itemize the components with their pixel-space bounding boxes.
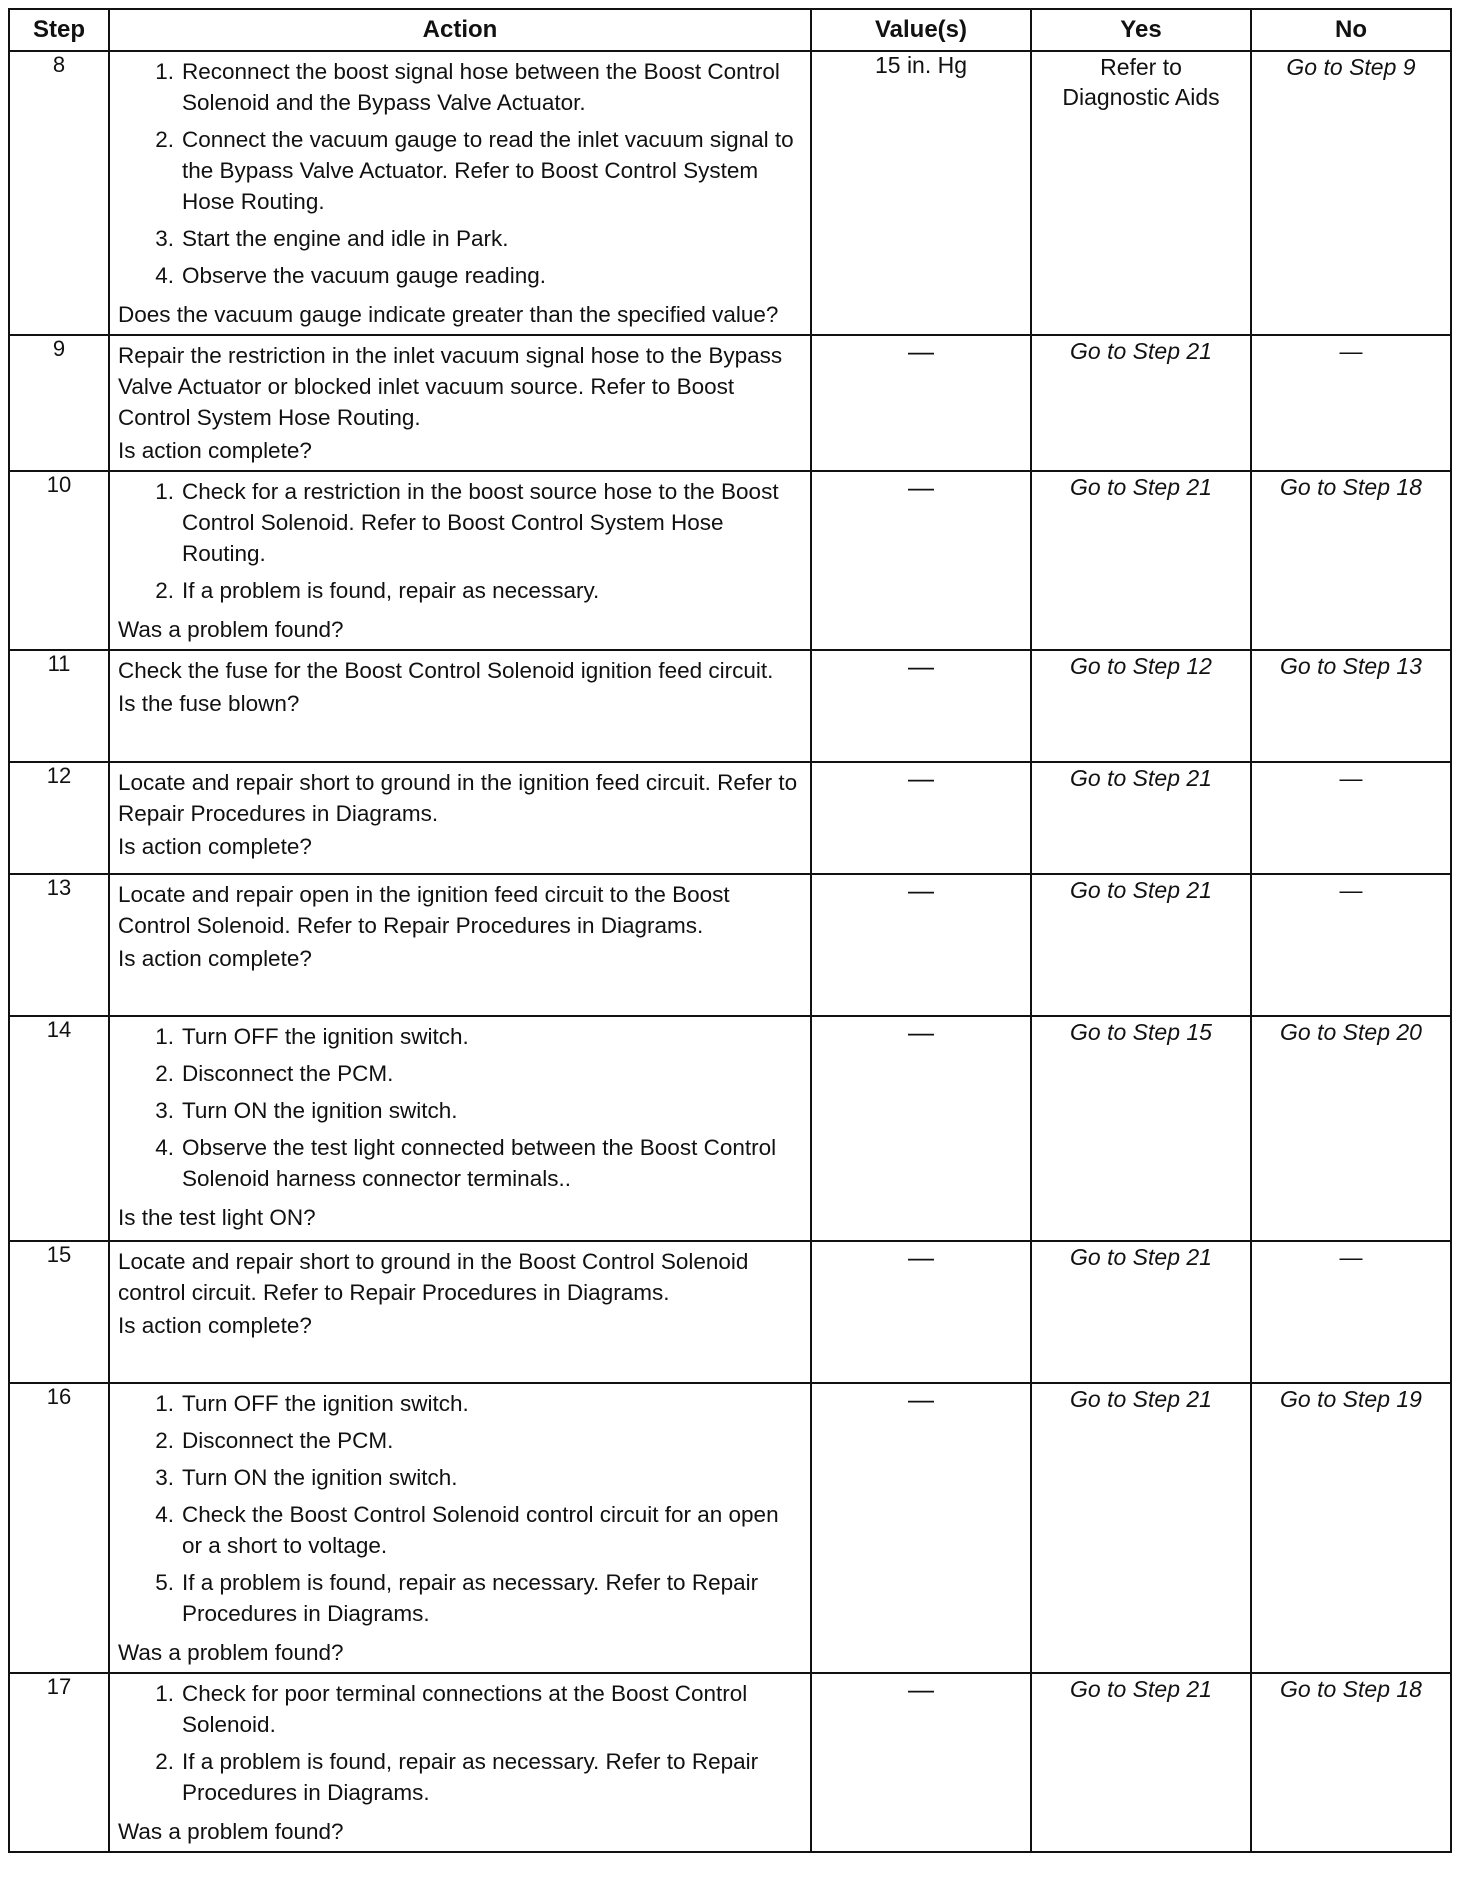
no-cell bbox=[1251, 1241, 1451, 1383]
no-result: — bbox=[1339, 338, 1363, 364]
yes-cell bbox=[1031, 1241, 1251, 1383]
value-cell: — bbox=[811, 471, 1031, 650]
table-row bbox=[9, 471, 1451, 650]
no-cell bbox=[1251, 335, 1451, 471]
header-yes: Yes bbox=[1031, 9, 1251, 51]
table-row bbox=[9, 874, 1451, 1016]
action-cell bbox=[109, 1241, 811, 1383]
question-text: Is the fuse blown? bbox=[118, 691, 300, 716]
yes-cell bbox=[1031, 874, 1251, 1016]
diagnostic-table-page bbox=[8, 8, 1450, 1853]
header-row bbox=[9, 9, 1451, 51]
action-text: Locate and repair short to ground in the Boost Control Solenoid control circuit. Refer to Repair Procedures in Diagrams. bbox=[118, 1249, 749, 1305]
header-action: Action bbox=[109, 9, 811, 51]
table-row bbox=[9, 1241, 1451, 1383]
value-cell: — bbox=[811, 1241, 1031, 1383]
value-cell: — bbox=[811, 874, 1031, 1016]
list-item: 2. Disconnect the PCM. bbox=[155, 1428, 394, 1453]
header-values: Value(s) bbox=[811, 9, 1031, 51]
list-item: 2. If a problem is found, repair as necessary. bbox=[155, 578, 600, 603]
action-steps bbox=[118, 1678, 804, 1814]
action-steps bbox=[118, 56, 804, 297]
action-cell bbox=[109, 762, 811, 874]
no-cell bbox=[1251, 650, 1451, 762]
yes-result: Go to Step 21 bbox=[1070, 877, 1212, 903]
action-text: Locate and repair short to ground in the ignition feed circuit. Refer to Repair Procedures in Diagrams. bbox=[118, 770, 798, 826]
yes-cell bbox=[1031, 471, 1251, 650]
yes-cell bbox=[1031, 650, 1251, 762]
step-number: 14 bbox=[9, 1016, 109, 1241]
list-item: 1. Check for a restriction in the boost source hose to the Boost Control Solenoid. Refer to Boost Control System Hose Routing. bbox=[155, 479, 779, 566]
action-cell bbox=[109, 51, 811, 335]
step-number: 17 bbox=[9, 1673, 109, 1852]
no-result: Go to Step 9 bbox=[1286, 54, 1416, 80]
action-cell bbox=[109, 1673, 811, 1852]
no-result: — bbox=[1339, 1244, 1363, 1270]
yes-result: Go to Step 21 bbox=[1070, 338, 1212, 364]
yes-result: Go to Step 21 bbox=[1070, 765, 1212, 791]
question-text: Is the test light ON? bbox=[118, 1205, 316, 1230]
header-step: Step bbox=[9, 9, 109, 51]
yes-cell bbox=[1031, 335, 1251, 471]
no-cell bbox=[1251, 471, 1451, 650]
no-result: Go to Step 13 bbox=[1280, 653, 1422, 679]
step-number: 10 bbox=[9, 471, 109, 650]
action-cell bbox=[109, 1016, 811, 1241]
list-item: 4. Check the Boost Control Solenoid control circuit for an open or a short to voltage. bbox=[155, 1502, 779, 1558]
question-text: Does the vacuum gauge indicate greater than the specified value? bbox=[118, 302, 779, 327]
value-cell: — bbox=[811, 335, 1031, 471]
yes-cell bbox=[1031, 1383, 1251, 1673]
action-text: Repair the restriction in the inlet vacuum signal hose to the Bypass Valve Actuator or blocked inlet vacuum source. Refer to Boost Control System Hose Routing. bbox=[118, 343, 783, 430]
yes-cell bbox=[1031, 762, 1251, 874]
yes-result: Go to Step 21 bbox=[1070, 474, 1212, 500]
action-text: Check the fuse for the Boost Control Solenoid ignition feed circuit. bbox=[118, 658, 774, 683]
yes-result: Go to Step 15 bbox=[1070, 1019, 1212, 1045]
list-item: 3. Turn ON the ignition switch. bbox=[155, 1465, 458, 1490]
yes-result: Go to Step 21 bbox=[1070, 1386, 1212, 1412]
yes-result: Go to Step 12 bbox=[1070, 653, 1212, 679]
no-cell bbox=[1251, 1383, 1451, 1673]
no-cell bbox=[1251, 51, 1451, 335]
list-item: 1. Turn OFF the ignition switch. bbox=[155, 1391, 469, 1416]
step-number: 8 bbox=[9, 51, 109, 335]
yes-cell bbox=[1031, 51, 1251, 335]
action-cell bbox=[109, 874, 811, 1016]
action-cell bbox=[109, 471, 811, 650]
no-cell bbox=[1251, 874, 1451, 1016]
yes-cell bbox=[1031, 1673, 1251, 1852]
yes-result: Go to Step 21 bbox=[1070, 1676, 1212, 1702]
no-result: — bbox=[1339, 877, 1363, 903]
table-row bbox=[9, 762, 1451, 874]
value-cell: — bbox=[811, 762, 1031, 874]
question-text: Is action complete? bbox=[118, 946, 312, 971]
list-item: 2. If a problem is found, repair as necessary. Refer to Repair Procedures in Diagrams. bbox=[155, 1749, 759, 1805]
action-text: Locate and repair open in the ignition feed circuit to the Boost Control Solenoid. Refer to Repair Procedures in Diagrams. bbox=[118, 882, 730, 938]
question-text: Is action complete? bbox=[118, 438, 312, 463]
table-row bbox=[9, 1016, 1451, 1241]
no-result: Go to Step 18 bbox=[1280, 474, 1422, 500]
table-row bbox=[9, 1383, 1451, 1673]
list-item: 1. Check for poor terminal connections at the Boost Control Solenoid. bbox=[155, 1681, 748, 1737]
list-item: 2. Disconnect the PCM. bbox=[155, 1061, 394, 1086]
value-cell: — bbox=[811, 650, 1031, 762]
value-cell: 15 in. Hg bbox=[811, 51, 1031, 335]
list-item: 5. If a problem is found, repair as necessary. Refer to Repair Procedures in Diagrams. bbox=[155, 1570, 759, 1626]
header-no: No bbox=[1251, 9, 1451, 51]
action-cell bbox=[109, 1383, 811, 1673]
yes-cell bbox=[1031, 1016, 1251, 1241]
no-result: Go to Step 20 bbox=[1280, 1019, 1422, 1045]
list-item: 3. Start the engine and idle in Park. bbox=[155, 226, 509, 251]
action-steps bbox=[118, 1021, 804, 1200]
step-number: 16 bbox=[9, 1383, 109, 1673]
step-number: 13 bbox=[9, 874, 109, 1016]
step-number: 12 bbox=[9, 762, 109, 874]
list-item: 1. Reconnect the boost signal hose between the Boost Control Solenoid and the Bypass Valve Actuator. bbox=[155, 59, 780, 115]
list-item: 3. Turn ON the ignition switch. bbox=[155, 1098, 458, 1123]
question-text: Was a problem found? bbox=[118, 1640, 344, 1665]
value-cell: — bbox=[811, 1016, 1031, 1241]
no-cell bbox=[1251, 762, 1451, 874]
action-cell bbox=[109, 335, 811, 471]
action-cell bbox=[109, 650, 811, 762]
table-row bbox=[9, 650, 1451, 762]
question-text: Is action complete? bbox=[118, 834, 312, 859]
question-text: Was a problem found? bbox=[118, 1819, 344, 1844]
diagnostic-table bbox=[8, 8, 1452, 1853]
yes-result: Refer to Diagnostic Aids bbox=[1062, 54, 1220, 110]
value-cell: — bbox=[811, 1383, 1031, 1673]
no-result: — bbox=[1339, 765, 1363, 791]
no-result: Go to Step 18 bbox=[1280, 1676, 1422, 1702]
table-row bbox=[9, 51, 1451, 335]
table-row bbox=[9, 1673, 1451, 1852]
no-cell bbox=[1251, 1016, 1451, 1241]
step-number: 11 bbox=[9, 650, 109, 762]
list-item: 2. Connect the vacuum gauge to read the inlet vacuum signal to the Bypass Valve Actuator. Refer to Boost Control System Hose Routing. bbox=[155, 127, 794, 214]
action-steps bbox=[118, 1388, 804, 1635]
no-cell bbox=[1251, 1673, 1451, 1852]
question-text: Is action complete? bbox=[118, 1313, 312, 1338]
table-row bbox=[9, 335, 1451, 471]
question-text: Was a problem found? bbox=[118, 617, 344, 642]
action-steps bbox=[118, 476, 804, 612]
yes-result: Go to Step 21 bbox=[1070, 1244, 1212, 1270]
list-item: 4. Observe the test light connected between the Boost Control Solenoid harness connector terminals.. bbox=[155, 1135, 777, 1191]
value-cell: — bbox=[811, 1673, 1031, 1852]
no-result: Go to Step 19 bbox=[1280, 1386, 1422, 1412]
step-number: 9 bbox=[9, 335, 109, 471]
step-number: 15 bbox=[9, 1241, 109, 1383]
list-item: 1. Turn OFF the ignition switch. bbox=[155, 1024, 469, 1049]
list-item: 4. Observe the vacuum gauge reading. bbox=[155, 263, 546, 288]
